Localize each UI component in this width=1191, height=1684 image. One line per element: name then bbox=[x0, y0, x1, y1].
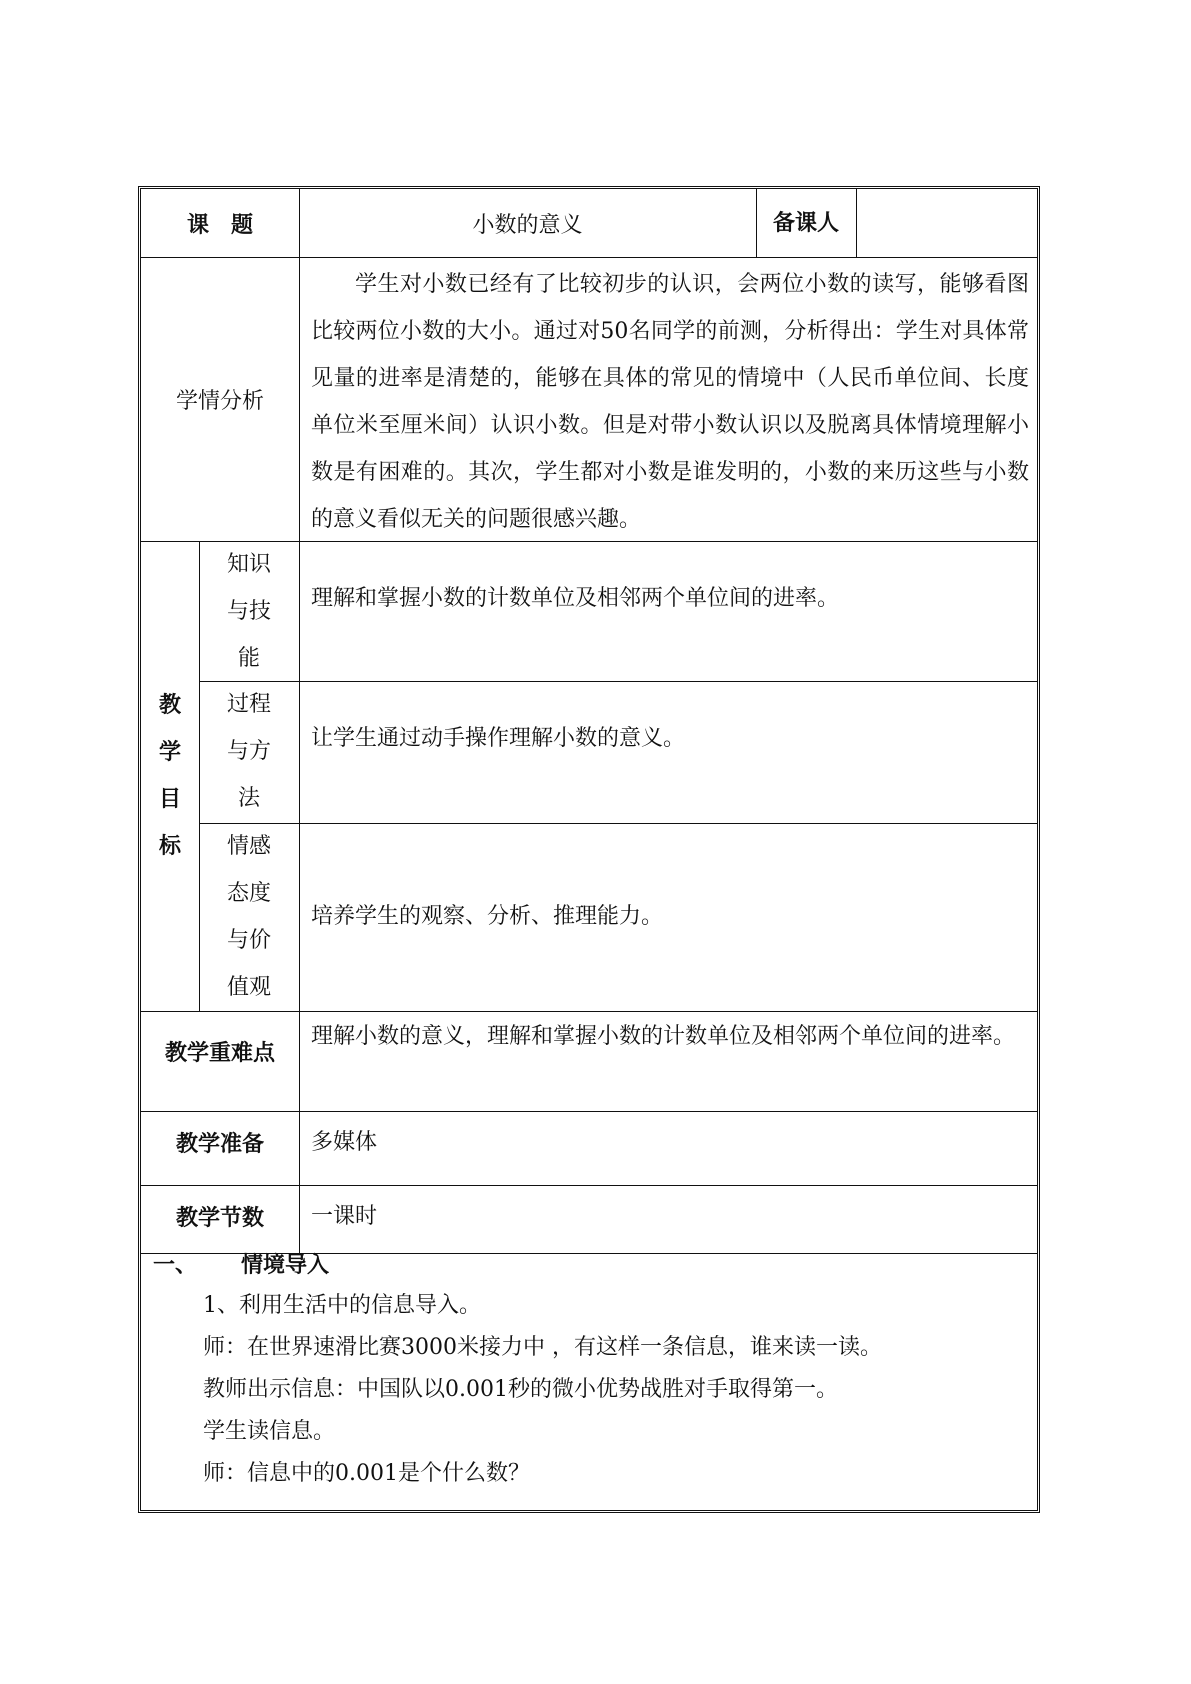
objective-label-attitude bbox=[199, 823, 299, 1011]
preparation-text: 多媒体 bbox=[311, 1130, 378, 1155]
key-points-text: 理解小数的意义，理解和掌握小数的计数单位及相邻两个单位间的进率。 bbox=[311, 1024, 1016, 1049]
label-line: 与价 bbox=[226, 928, 271, 953]
section-title: 情境导入 bbox=[241, 1252, 330, 1278]
objective-text-process: 让学生通过动手操作理解小数的意义。 bbox=[311, 726, 686, 751]
objective-text-attitude: 培养学生的观察、分析、推理能力。 bbox=[311, 904, 664, 929]
analysis-text: 学生对小数已经有了比较初步的认识，会两位小数的读写，能够看图比较两位小数的大小。通过对50名同学的前测，分析得出：学生对具体常见量的进率是清楚的，能够在具体的常见的情境中（人民币单位间、长度单位米至厘米间）认识小数。但是对带小数认识以及脱离具体情境理解小数是有困难的。其次，学生都对小数是谁发明的，小数的来历这些与小数的意义看似无关的问题很感兴趣。 bbox=[311, 272, 1029, 532]
periods-label: 教学节数 bbox=[175, 1204, 264, 1231]
lesson-plan-table bbox=[138, 186, 1040, 1513]
section-number: 一、 bbox=[153, 1252, 198, 1278]
objectives-char: 标 bbox=[158, 833, 181, 859]
objective-text-knowledge: 理解和掌握小数的计数单位及相邻两个单位间的进率。 bbox=[311, 586, 840, 611]
preparation-label: 教学准备 bbox=[175, 1130, 264, 1157]
label-line: 情感 bbox=[226, 834, 271, 859]
objective-label-knowledge bbox=[199, 541, 299, 681]
objectives-char: 目 bbox=[158, 786, 181, 812]
topic-value: 小数的意义 bbox=[472, 212, 583, 238]
lesson-process bbox=[141, 1245, 1037, 1495]
label-line: 法 bbox=[237, 786, 260, 811]
lesson-line: 1、利用生活中的信息导入。 bbox=[203, 1293, 481, 1318]
lesson-line: 学生读信息。 bbox=[203, 1419, 336, 1444]
objective-label-process bbox=[199, 681, 299, 823]
objectives-char: 教 bbox=[158, 692, 181, 718]
lesson-line: 师：信息中的0.001是个什么数？ bbox=[203, 1461, 530, 1486]
label-line: 能 bbox=[237, 646, 260, 671]
lesson-line: 教师出示信息：中国队以0.001秒的微小优势战胜对手取得第一。 bbox=[203, 1377, 838, 1402]
topic-label: 课 题 bbox=[186, 211, 253, 238]
objectives-group-label bbox=[141, 541, 199, 1011]
label-line: 值观 bbox=[226, 975, 271, 1000]
label-line: 过程 bbox=[226, 692, 271, 717]
analysis-label: 学情分析 bbox=[175, 388, 264, 414]
label-line: 与技 bbox=[226, 599, 271, 624]
key-points-label: 教学重难点 bbox=[164, 1039, 275, 1066]
periods-text: 一课时 bbox=[311, 1204, 378, 1229]
preparer-value bbox=[856, 189, 1037, 257]
label-line: 态度 bbox=[226, 881, 271, 906]
section-heading bbox=[141, 1245, 1037, 1285]
column-divider bbox=[299, 189, 300, 1253]
label-line: 知识 bbox=[226, 552, 271, 577]
objectives-char: 学 bbox=[158, 739, 181, 765]
label-line: 与方 bbox=[226, 739, 271, 764]
preparer-label: 备课人 bbox=[772, 209, 839, 236]
lesson-line: 师：在世界速滑比赛3000米接力中 ，有这样一条信息，谁来读一读。 bbox=[203, 1335, 882, 1360]
